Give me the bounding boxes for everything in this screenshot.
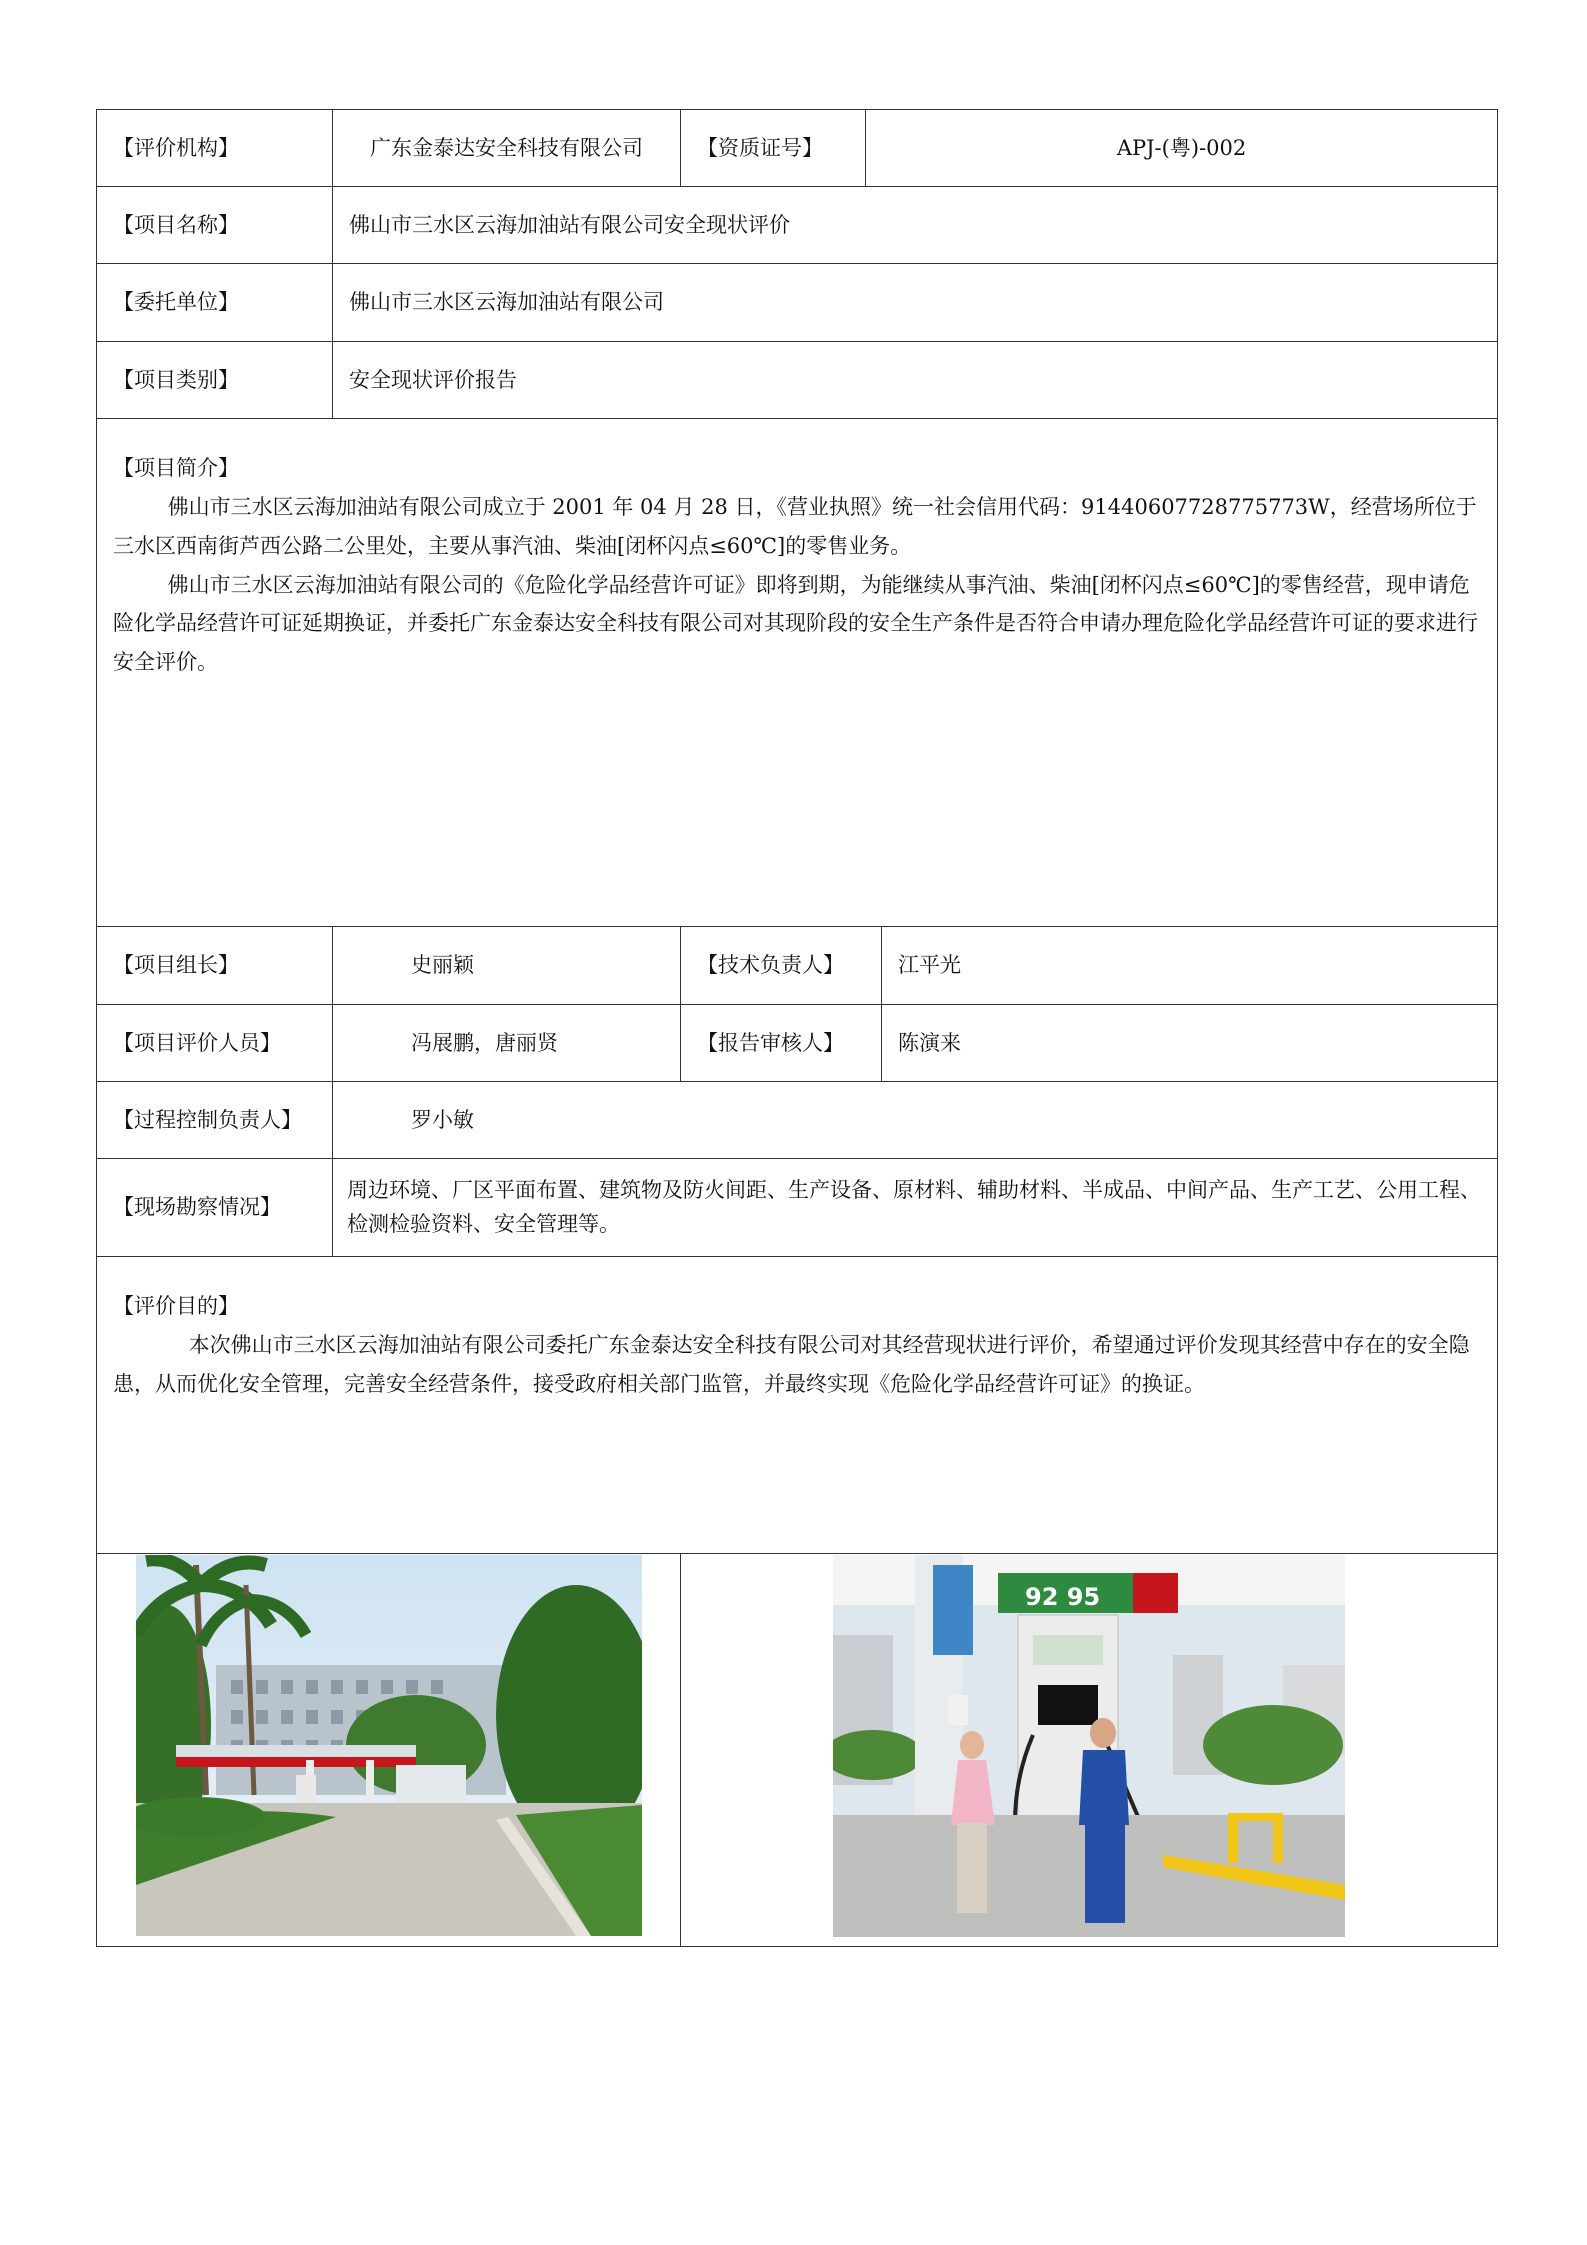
fuel-pump-staff-photo bbox=[833, 1555, 1345, 1937]
cert-label: 【资质证号】 bbox=[681, 110, 866, 187]
category-label: 【项目类别】 bbox=[97, 342, 333, 419]
row-leader bbox=[97, 927, 1498, 1005]
intro-label: 【项目简介】 bbox=[113, 456, 239, 480]
eval-org-label: 【评价机构】 bbox=[97, 110, 333, 187]
tech-lead-value: 江平光 bbox=[882, 927, 1498, 1005]
photo-cell-right bbox=[681, 1554, 1498, 1947]
client-label: 【委托单位】 bbox=[97, 264, 333, 342]
leader-value: 史丽颖 bbox=[333, 927, 681, 1005]
intro-paragraph-1: 佛山市三水区云海加油站有限公司成立于 2001 年 04 月 28 日，《营业执照》统一社会信用代码：91440607728775773W，经营场所位于三水区西南街芦西公路二公里处，主要从事汽油、柴油[闭杯闪点≤60℃]的零售业务。 bbox=[113, 494, 1477, 558]
purpose-paragraph: 本次佛山市三水区云海加油站有限公司委托广东金泰达安全科技有限公司对其经营现状进行评价，希望通过评价发现其经营中存在的安全隐患，从而优化安全管理，完善安全经营条件，接受政府相关部门监管，并最终实现《危险化学品经营许可证》的换证。 bbox=[113, 1332, 1470, 1396]
photo-cell-left bbox=[97, 1554, 681, 1947]
site-survey-value: 周边环境、厂区平面布置、建筑物及防火间距、生产设备、原材料、辅助材料、半成品、中间产品、生产工艺、公用工程、检测检验资料、安全管理等。 bbox=[333, 1159, 1498, 1257]
purpose-label: 【评价目的】 bbox=[113, 1294, 239, 1318]
eval-org-value: 广东金泰达安全科技有限公司 bbox=[333, 110, 681, 187]
cert-value: APJ-(粤)-002 bbox=[866, 110, 1498, 187]
row-evaluators bbox=[97, 1005, 1498, 1082]
row-purpose bbox=[97, 1257, 1498, 1554]
tech-lead-label: 【技术负责人】 bbox=[681, 927, 882, 1005]
row-process-control bbox=[97, 1082, 1498, 1159]
intro-block bbox=[97, 419, 1498, 927]
row-eval-org bbox=[97, 110, 1498, 187]
category-value: 安全现状评价报告 bbox=[333, 342, 1498, 419]
purpose-block bbox=[97, 1257, 1498, 1554]
row-photos bbox=[97, 1554, 1498, 1947]
process-control-value: 罗小敏 bbox=[333, 1082, 1498, 1159]
row-site-survey bbox=[97, 1159, 1498, 1257]
row-intro bbox=[97, 419, 1498, 927]
process-control-label: 【过程控制负责人】 bbox=[97, 1082, 333, 1159]
site-survey-label: 【现场勘察情况】 bbox=[97, 1159, 333, 1257]
evaluators-value: 冯展鹏，唐丽贤 bbox=[333, 1005, 681, 1082]
leader-label: 【项目组长】 bbox=[97, 927, 333, 1005]
document-page bbox=[96, 109, 1497, 1947]
intro-paragraph-2: 佛山市三水区云海加油站有限公司的《危险化学品经营许可证》即将到期，为能继续从事汽油、柴油[闭杯闪点≤60℃]的零售经营，现申请危险化学品经营许可证延期换证，并委托广东金泰达安全科技有限公司对其现阶段的安全生产条件是否符合申请办理危险化学品经营许可证的要求进行安全评价。 bbox=[113, 572, 1478, 675]
project-name-label: 【项目名称】 bbox=[97, 187, 333, 264]
pump-sign-text: 92 95 bbox=[1025, 1582, 1101, 1611]
row-project-name bbox=[97, 187, 1498, 264]
evaluation-info-table bbox=[96, 109, 1498, 1947]
reviewer-value: 陈演来 bbox=[882, 1005, 1498, 1082]
reviewer-label: 【报告审核人】 bbox=[681, 1005, 882, 1082]
gas-station-exterior-photo bbox=[136, 1555, 642, 1936]
row-client bbox=[97, 264, 1498, 342]
row-category bbox=[97, 342, 1498, 419]
project-name-value: 佛山市三水区云海加油站有限公司安全现状评价 bbox=[333, 187, 1498, 264]
client-value: 佛山市三水区云海加油站有限公司 bbox=[333, 264, 1498, 342]
evaluators-label: 【项目评价人员】 bbox=[97, 1005, 333, 1082]
